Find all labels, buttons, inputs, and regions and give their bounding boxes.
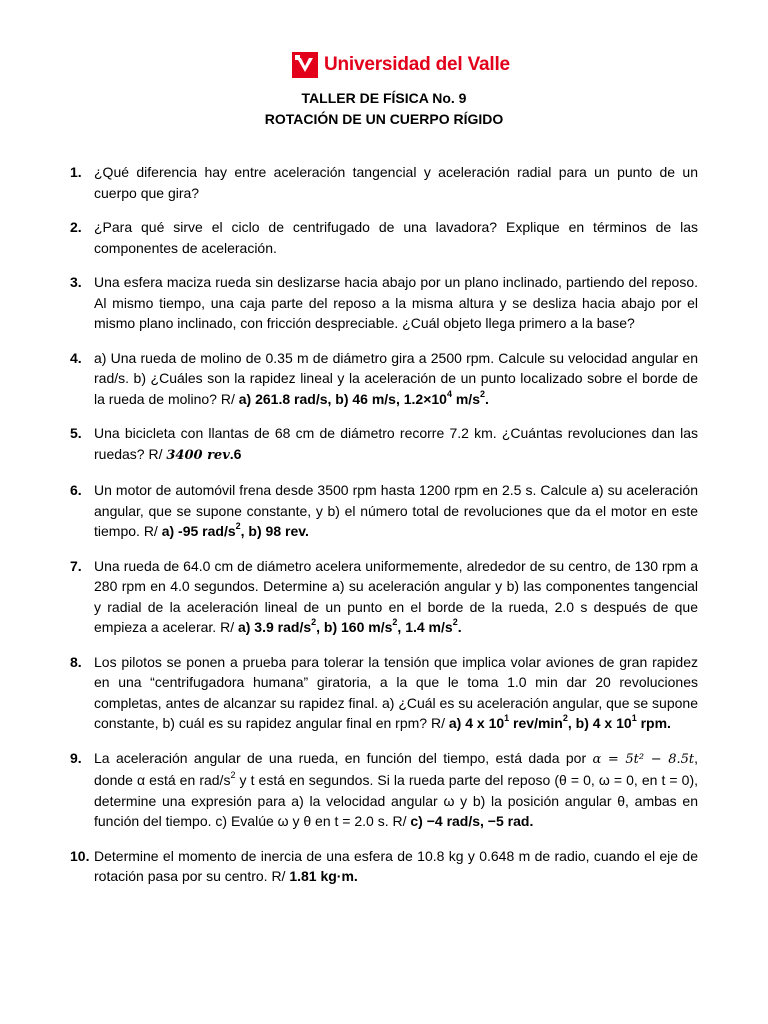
answer-text: a) -95 rad/$s^2$, b) 98 rev. — [161, 521, 309, 539]
answer-prefix: R/ — [220, 390, 235, 407]
question-number: 5. — [70, 425, 82, 441]
answer-text: c) −4 rad/s, −5 rad. — [410, 813, 534, 829]
question-number: 4. — [70, 349, 82, 366]
question-10 — [70, 846, 698, 887]
formula: α = 5t² − 8.5t — [592, 751, 695, 767]
question-text: Los pilotos se ponen a prueba para tolerar la tensión que implica volar aviones de gran rapidez en una “centrifugadora humana” giratoria, a la que le toma 1.0 min dar 20 revoluciones completas, antes de alcanzar su rapidez final. a) ¿Cuál es su aceleración angular, que se supone constante, b) cuál es su rapidez angular final en rpm? — [94, 653, 698, 731]
question-text: a) Una rueda de molino de 0.35 m de diámetro gira a 2500 rpm. Calcule su velocidad angular en rad/s. b) ¿Cuáles son la rapidez lineal y la aceleración de un punto localizado sobre el borde de la rueda de molino? — [94, 349, 698, 407]
answer-text: 1.81 kg·m. — [289, 868, 358, 884]
question-9 — [70, 748, 698, 832]
answer-text: a) 3.9 rad/$s^2$, b) 160 $m/s^2$, 1.4 $m/s^2$. — [237, 617, 462, 635]
question-list — [70, 162, 698, 887]
question-7 — [70, 556, 698, 638]
question-number: 9. — [70, 749, 82, 766]
question-text: Una rueda de 64.0 cm de diámetro acelera uniformemente, alrededor de su centro, de 130 rpm a 280 rpm en 4.0 segundos. Determine a) su aceleración angular y b) las componentes tangencial y radial de la aceleración lineal de un punto en el borde de la rueda, 2.0 s después de que empieza a acelerar. — [94, 557, 698, 635]
question-2 — [70, 217, 698, 258]
question-number: 6. — [70, 482, 82, 498]
question-number: 2. — [70, 219, 82, 235]
question-1 — [70, 162, 698, 203]
page-title: TALLER DE FÍSICA No. 9 — [301, 90, 467, 106]
question-text: Una bicicleta con llantas de 68 cm de diámetro recorre 7.2 km. ¿Cuántas revoluciones dan las ruedas? — [94, 425, 698, 462]
question-text: Un motor de automóvil frena desde 3500 rpm hasta 1200 rpm en 2.5 s. Calcule a) su aceleración angular, que se supone constante, y b) el número total de revoluciones que da el motor en este tiempo. — [94, 482, 698, 539]
question-text-cont: , donde α está en rad/$s^2$ y t está en segundos. Si la rueda parte del reposo (θ = 0, ω = 0, en t = 0), determine una expresión para a) la velocidad angular ω y b) la posición angular θ, ambas en función del tiempo. c) Evalúe ω y θ en t = 2.0 s. — [94, 749, 698, 829]
answer-text: 3400 rev.6 — [166, 445, 242, 463]
question-3 — [70, 272, 698, 334]
question-number: 7. — [70, 557, 82, 574]
question-text: Determine el momento de inercia de una esfera de 10.8 kg y 0.648 m de radio, cuando el eje de rotación pasa por su centro. — [94, 847, 698, 884]
question-text: La aceleración angular de una rueda, en función del tiempo, está dada por — [94, 749, 587, 766]
page-subtitle: ROTACIÓN DE UN CUERPO RÍGIDO — [264, 111, 504, 127]
answer-text: a) 4 x $10^1$ rev/$\min^2$, b) 4 x $10^1$ rpm. — [448, 713, 671, 731]
university-shield-icon — [292, 52, 318, 78]
institution-name: Universidad del Valle — [324, 54, 510, 75]
question-number: 3. — [70, 274, 82, 290]
question-number: 1. — [70, 164, 82, 180]
question-5 — [70, 423, 698, 466]
answer-prefix: R/ — [148, 445, 163, 462]
question-text: ¿Para qué sirve el ciclo de centrifugado de una lavadora? Explique en términos de las componentes de aceleración. — [94, 219, 698, 256]
answer-prefix: R/ — [143, 523, 158, 539]
answer-prefix: R/ — [430, 715, 445, 731]
question-text: Una esfera maciza rueda sin deslizarse hacia abajo por un plano inclinado, partiendo del reposo. Al mismo tiempo, una caja parte del reposo a la misma altura y se desliza hacia abajo por el mismo plano inclinado, con fricción despreciable. ¿Cuál objeto llega primero a la base? — [94, 274, 698, 331]
answer-prefix: R/ — [271, 868, 286, 884]
question-8 — [70, 652, 698, 734]
question-6 — [70, 480, 698, 542]
answer-prefix: R/ — [220, 619, 235, 635]
university-logo — [292, 50, 510, 80]
answer-prefix: R/ — [392, 813, 407, 829]
question-number: 10. — [70, 847, 90, 864]
document-heading — [0, 88, 768, 130]
question-text: ¿Qué diferencia hay entre aceleración tangencial y aceleración radial para un punto de un cuerpo que gira? — [94, 164, 698, 201]
question-number: 8. — [70, 653, 82, 670]
question-4 — [70, 348, 698, 410]
answer-text: a) 261.8 rad/s, b) 46 m/s, $1.2\times 10^4$ $m/s^2$. — [238, 388, 489, 407]
